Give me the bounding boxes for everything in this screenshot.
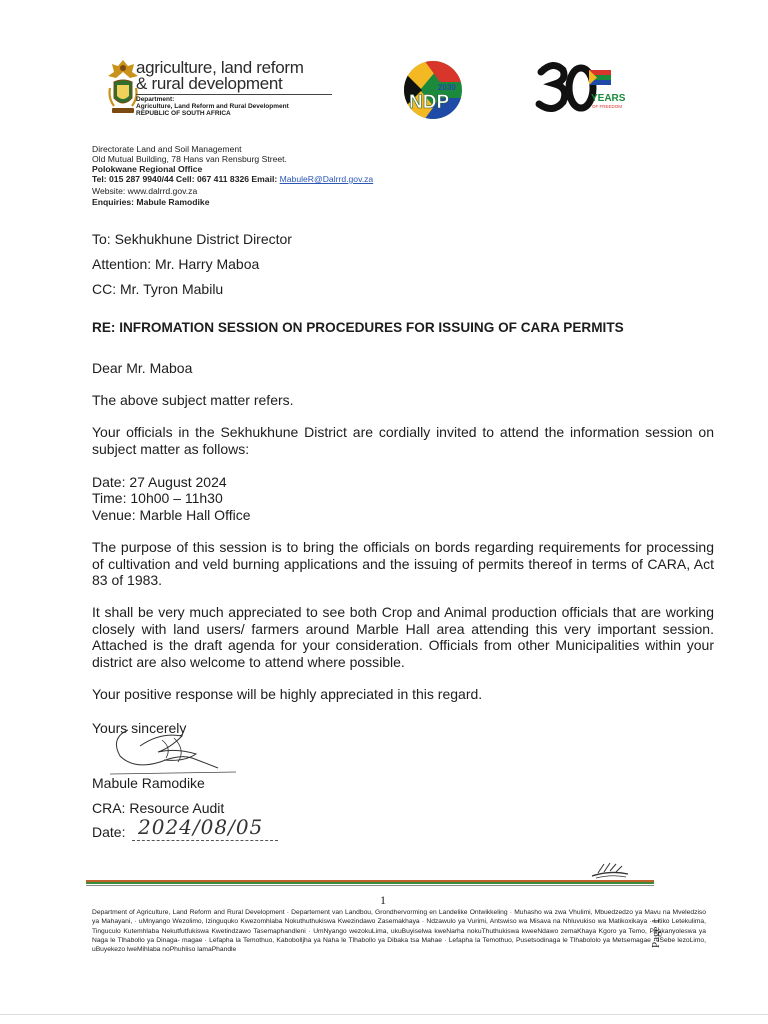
session-time: Time: 10h00 – 11h30 — [92, 490, 223, 506]
thirty-years-freedom-logo — [535, 58, 626, 118]
address-office-text: Polokwane Regional Office — [92, 164, 203, 174]
address-directorate: Directorate Land and Soil Management — [92, 144, 242, 154]
department-label: Department: — [136, 96, 175, 103]
footer-stripe-green — [86, 882, 654, 884]
paragraph-closing: Your positive response will be highly appreciated in this regard. — [92, 686, 483, 702]
letter-subject: RE: INFROMATION SESSION ON PROCEDURES FOR ISSUING OF CARA PERMITS — [92, 320, 624, 335]
recipient-attention: Attention: Mr. Harry Maboa — [92, 256, 260, 272]
thirty-years-text: YEARS — [591, 93, 626, 104]
page-number: 1 — [380, 893, 386, 907]
wheat-emblem-icon — [590, 858, 630, 880]
recipient-to: To: Sekhukhune District Director — [92, 231, 292, 247]
department-name-line1: agriculture, land reform — [136, 58, 304, 77]
closing-yours-sincerely: Yours sincerely — [92, 720, 187, 736]
handwritten-date: 2024/08/05 — [138, 815, 264, 839]
address-telephone: Tel: 015 287 9940/44 Cell: 067 411 8326 Email: — [92, 174, 278, 184]
address-enquiries: Enquiries: Mabule Ramodike — [92, 197, 210, 207]
salutation: Dear Mr. Maboa — [92, 360, 193, 376]
date-label: Date: — [92, 824, 126, 840]
email-link[interactable]: MabuleR@Dalrrd.gov.za — [279, 174, 374, 184]
signatory-title: CRA: Resource Audit — [92, 800, 225, 816]
thirty-years-subtext: OF FREEDOM — [592, 104, 622, 109]
address-enquiries-row — [92, 197, 209, 207]
paragraph-invitation: Your officials in the Sekhukhune District are cordially invited to attend the information session on subject matter as follows: — [92, 424, 714, 457]
paragraph-intro: The above subject matter refers. — [92, 392, 294, 408]
coat-of-arms-icon — [106, 58, 140, 116]
handwritten-signature — [100, 718, 250, 778]
address-contact-row — [92, 174, 373, 184]
address-website: Website: www.dalrrd.gov.za — [92, 186, 198, 196]
country-name: REPUBLIC OF SOUTH AFRICA — [136, 110, 231, 117]
footer-stripe-grey — [86, 885, 654, 886]
paragraph-attendance: It shall be very much appreciated to see both Crop and Animal production officials that are working closely with land users/ farmers around Marble Hall area attending this very important session. Attached is the draft agenda for your consideration. Officials from other Municipalities within your district are also welcome to attend where possible. — [92, 604, 714, 670]
date-underline — [132, 840, 278, 841]
session-venue: Venue: Marble Hall Office — [92, 507, 251, 523]
recipient-cc: CC: Mr. Tyron Mabilu — [92, 281, 224, 297]
header-divider — [136, 94, 332, 95]
session-date: Date: 27 August 2024 — [92, 474, 227, 490]
department-full-name: Agriculture, Land Reform and Rural Development — [136, 103, 289, 110]
footer-languages: Department of Agriculture, Land Reform and Rural Development · Departement van Landbou, Grondhervorming en Landelike Ontwikkeling · Muhasho wa zwa Vhulimi, Mbuedzedzo ya Mavu na Mveledziso ya Mahayani, · uMnyango Wezolimo, Izinguquko Kwezomhlaba Nokuthuthukiswa Kwezindawo Zasemakhaya · Ndzawulo ya Vurimi, Antswiso wa Misava na Nhluvukiso wa Matikoxikaya · Litiko Letekulima, Tinguculo Kutemhlaba Nekutfutfukiswa Kwetindzawo Tasemaphandleni · UmNyango wezokuLima, ukuBuyiselwa kweNarha nokuThuthukiswa kweeNdawo zemaKhaya Kgoro ya Temo, Peakanyoleswa ya Naga le Tlhabollo ya Dinaga- magae · Lefapha la Temothuo, Kabobolljha ya Naha le Tlhabollo ya Dibaka tsa Mahae · Lefapha la Temothuo, Pusetsodinaga le Tlhabololo ya Metsemagae · ISebe lezoLimo, uBuyekezo lweMihlaba noPhuhliso lamaPhandle — [92, 909, 706, 954]
signatory-name: Mabule Ramodike — [92, 775, 205, 791]
scan-bottom-edge — [0, 1014, 768, 1015]
paragraph-purpose: The purpose of this session is to bring the officials on bords regarding requirements for processing of cultivation and veld burning applications and the issuing of permits thereof in terms of CARA, Act 83 of 1983. — [92, 539, 714, 588]
address-building: Old Mutual Building, 78 Hans van Rensburg Street. — [92, 154, 287, 164]
department-name-line2: & rural development — [136, 74, 283, 93]
ndp-2030-logo — [400, 60, 470, 120]
page-label-vertical: Page 1 — [650, 918, 662, 948]
ndp-text: NDP — [409, 92, 450, 113]
address-office — [92, 164, 202, 174]
ndp-year-text: 2030 — [438, 83, 456, 92]
